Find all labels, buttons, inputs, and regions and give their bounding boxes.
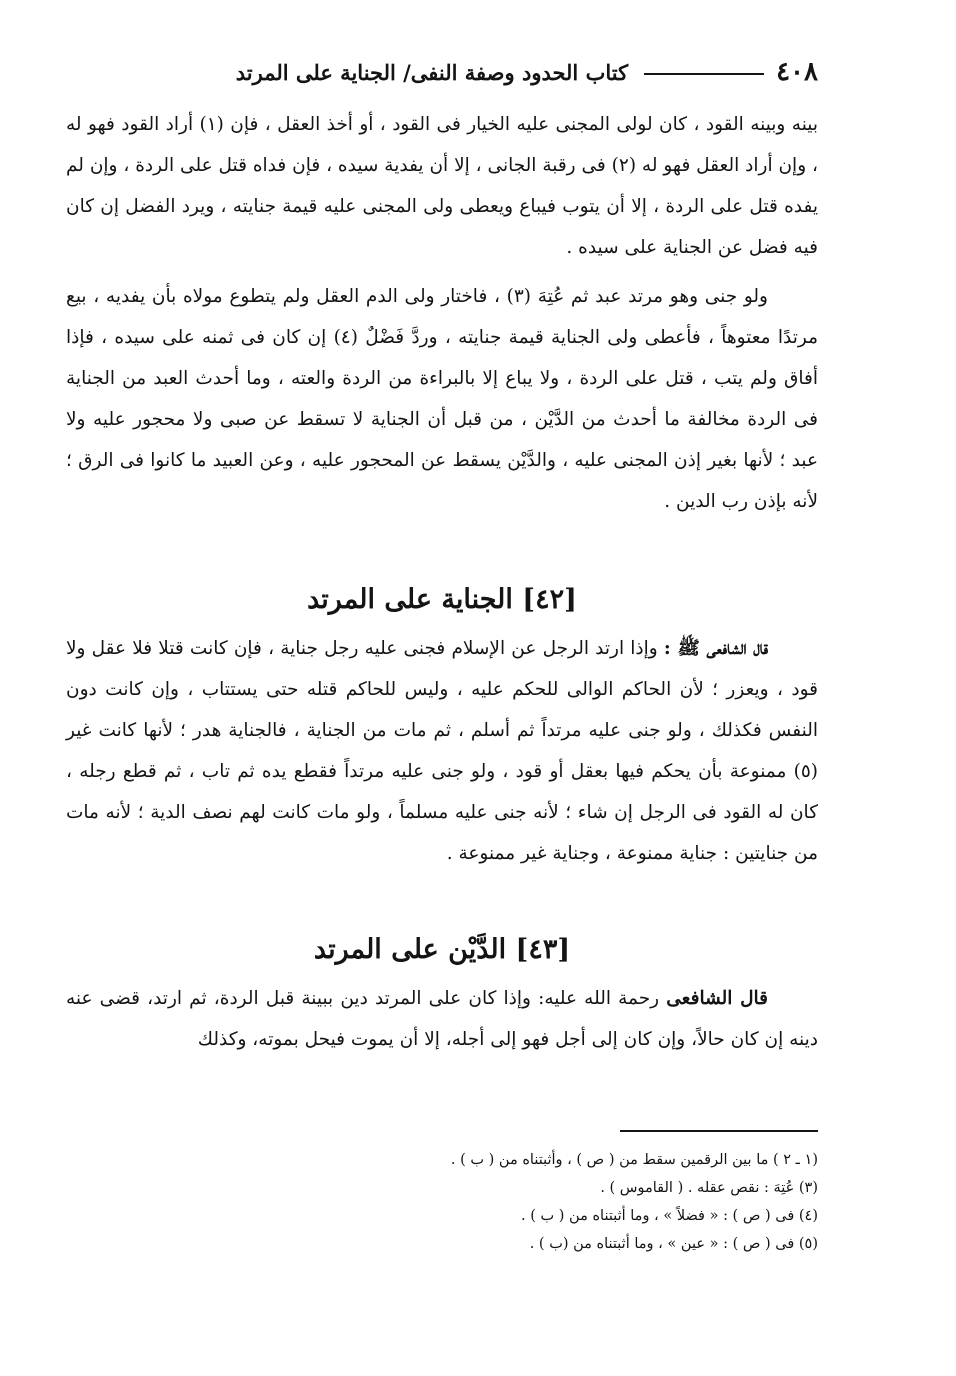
footnote-4: (٤) فى ( ص ) : « فضلاً » ، وما أثبتناه من ( ب ) . [521,1208,818,1224]
running-title: كتاب الحدود وصفة النفى/ الجناية على المرتد [235,59,629,85]
paragraph-1: بينه وبينه القود ، كان لولى المجنى عليه الخيار فى القود ، أو أخذ العقل ، فإن (١) أراد القود فهو له ، وإن أراد العقل فهو له (٢) فى رقبة الجانى ، إلا أن يفدية سيده ، فإن فداه قتل على الردة ، وإن لم يفده قتل على الردة ، إلا أن يتوب فيباع ويعطى ولى المجنى عليه قيمة جنايته ، ويرد الفضل إن كان فيه فضل عن الجناية على سيده . [66,114,819,258]
footnote-rule [620,1130,818,1132]
page-number: ٤٠٨ [776,57,818,87]
page-header [70,50,818,94]
section-42-lead: قال الشافعى ﷺ : [663,638,768,659]
section-heading-42: [٤٢] الجناية على المرتد [307,584,577,615]
footnote-1: (١ ـ ٢ ) ما بين الرقمين سقط من ( ص ) ، وأثبتناه من ( ب ) . [450,1152,818,1168]
footnotes [300,1146,818,1258]
section-43-text [66,978,818,1060]
paragraph-2: ولو جنى وهو مرتد عبد ثم عُتِهَ (٣) ، فاختار ولى الدم العقل ولم يتطوع مولاه بأن يفديه ، بيع مرتدًا معتوهاً ، فأعطى ولى الجناية قيمة جنايته ، وردَّ فَضْلٌ (٤) إن كان فى ثمنه على سيده ، فإذا أفاق ولم يتب ، قتل على الردة ، ولا يباع إلا بالبراءة من الردة والعته ، وما أحدث العبد من الجناية فى الردة مخالفة ما أحدث من الدَّيْن ، من قبل أن الجناية لا تسقط عن صبى ولا محجور عليه ولا عبد ؛ لأنها بغير إذن المجنى عليه ، والدَّيْن يسقط عن المحجور عليه ، وعن العبيد ما كانوا فى الرق ؛ لأنه بإذن رب الدين . [66,286,818,512]
section-42-text [66,628,818,874]
footnote-5: (٥) فى ( ص ) : « عين » ، وما أثبتناه من (ب ) . [529,1236,818,1252]
section-43-body: رحمة الله عليه: وإذا كان على المرتد دين ببينة قبل الردة، ثم ارتد، قضى عنه دينه إن كان حالاً، وإن كان إلى أجل فهو إلى أجله، إلا أن يموت فيحل بموته، وكذلك [66,988,818,1050]
footnote-3: (٣) عُتِهَ : نقص عقله . ( القاموس ) . [600,1180,818,1196]
page-body [66,104,818,1060]
section-heading-43: [٤٣] الدَّيْن على المرتد [313,934,571,965]
section-42-body: وإذا ارتد الرجل عن الإسلام فجنى عليه رجل جناية ، فإن كانت قتلا فلا عقل ولا قود ، ويعزر ؛ لأن الحاكم الوالى للحكم عليه ، وليس للحاكم قتله حتى يستتاب ، وإن كانت دون النفس فكذلك ، ولو جنى عليه مرتداً ثم أسلم ، ثم مات من الجناية ، فالجناية هدر ؛ لأنها كانت غير (٥) ممنوعة بأن يحكم فيها بعقل أو قود ، ولو جنى عليه مرتداً فقطع يده ثم تاب ، ثم قطع رجله ، كان له القود فى الرجل إن شاء ؛ لأنه جنى عليه مسلماً ، ولو مات كانت لهم نصف الدية ؛ لأنه مات من جنايتين : جناية ممنوعة ، وجناية غير ممنوعة . [66,638,818,864]
section-43-lead: قال الشافعى [666,988,768,1009]
header-rule [644,73,764,75]
